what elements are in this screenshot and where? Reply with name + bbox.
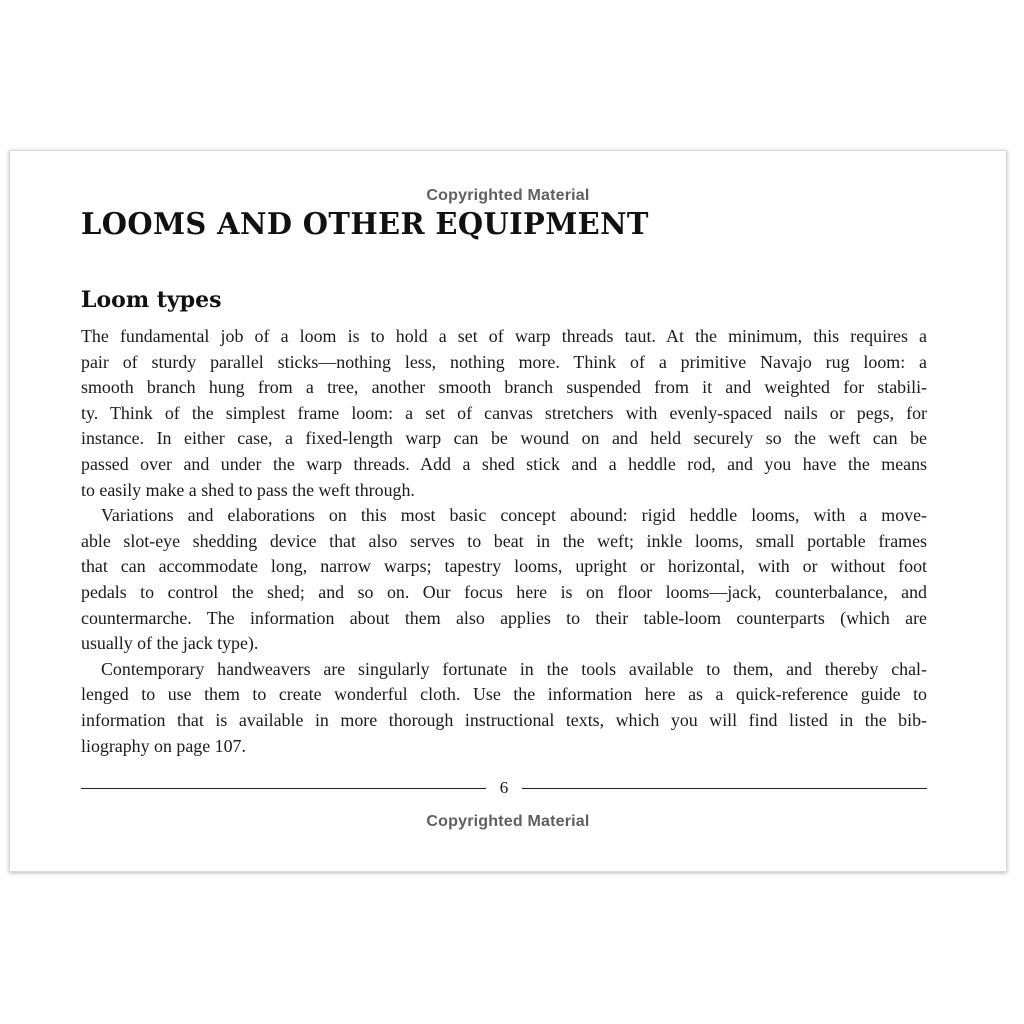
- text-line: countermarche. The information about them also applies to their table-loom counterparts (which are: [81, 607, 927, 628]
- copyright-watermark-top: Copyrighted Material: [426, 187, 590, 204]
- text-line: smooth branch hung from a tree, another smooth branch suspended from it and weighted for stabili-: [81, 377, 927, 398]
- copyright-watermark-bottom: Copyrighted Material: [426, 813, 590, 830]
- section-title: Loom types: [81, 287, 222, 313]
- text-line: The fundamental job of a loom is to hold a set of warp threads taut. At the minimum, this requires a: [81, 326, 927, 346]
- text-line: able slot-eye shedding device that also serves to beat in the weft; inkle looms, small portable frames: [81, 530, 927, 551]
- text-line: lenged to use them to create wonderful cloth. Use the information here as a quick-reference guide to: [81, 684, 927, 705]
- page-footer: [81, 776, 927, 800]
- paragraph: [81, 503, 927, 657]
- paragraph: [81, 657, 927, 759]
- text-line: instance. In either case, a fixed-length warp can be wound on and held securely so the weft can be: [81, 428, 927, 449]
- footer-rule-right: [522, 788, 927, 789]
- text-line: pair of sturdy parallel sticks—nothing less, nothing more. Think of a primitive Navajo rug loom: a: [81, 351, 927, 372]
- text-line: usually of the jack type).: [81, 633, 259, 654]
- page-number: 6: [499, 778, 509, 797]
- text-line: to easily make a shed to pass the weft through.: [81, 479, 415, 500]
- text-line: pedals to control the shed; and so on. Our focus here is on floor looms—jack, counterbalance, and: [81, 581, 927, 602]
- text-line: that can accommodate long, narrow warps; tapestry looms, upright or horizontal, with or without foot: [81, 556, 927, 577]
- paragraph: [81, 324, 927, 503]
- text-line: Contemporary handweavers are singularly fortunate in the tools available to them, and thereby chal-: [101, 658, 927, 679]
- text-line: information that is available in more thorough instructional texts, which you will find listed in the bib-: [81, 709, 927, 730]
- text-line: ty. Think of the simplest frame loom: a set of canvas stretchers with evenly-spaced nails or pegs, for: [81, 402, 927, 423]
- text-line: passed over and under the warp threads. Add a shed stick and a heddle rod, and you have the means: [81, 453, 927, 474]
- footer-rule-left: [81, 788, 486, 789]
- text-line: liography on page 107.: [81, 735, 246, 756]
- body-text: [81, 324, 927, 759]
- text-line: Variations and elaborations on this most basic concept abound: rigid heddle looms, with a move-: [101, 505, 927, 526]
- chapter-title: LOOMS AND OTHER EQUIPMENT: [81, 207, 649, 242]
- book-page: [9, 150, 1007, 872]
